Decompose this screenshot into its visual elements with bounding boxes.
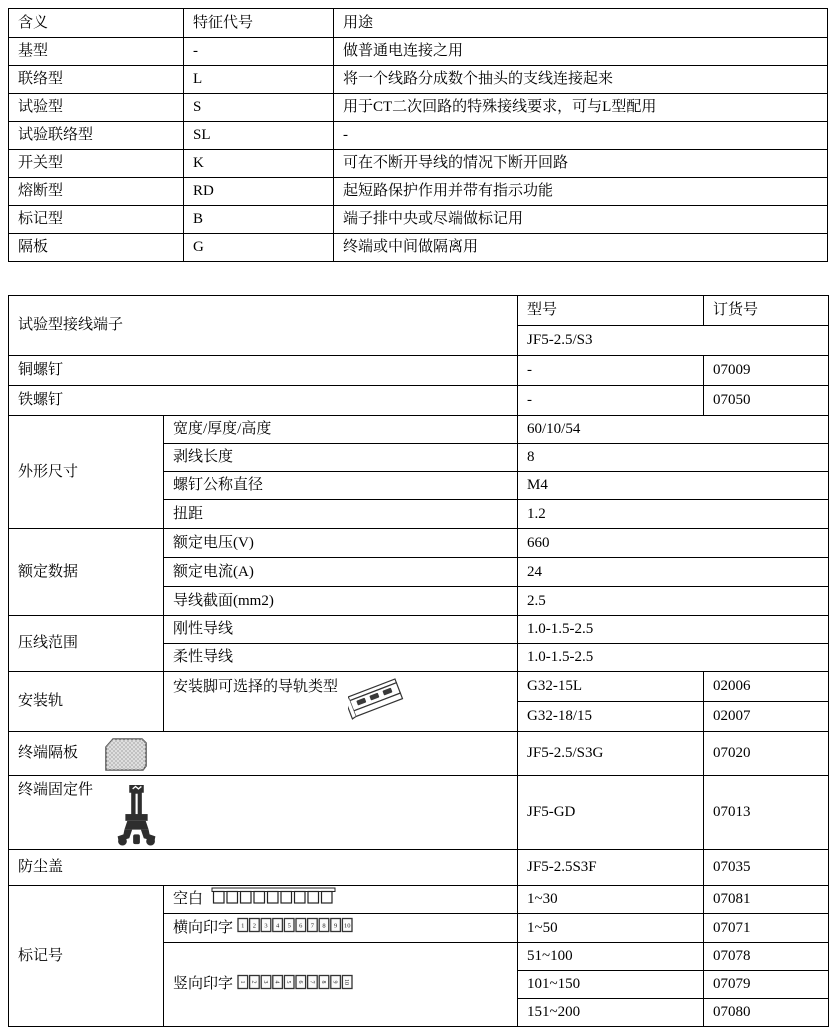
section-label-clamping-range: 压线范围 [9,616,164,672]
table-row [9,776,829,850]
table-row [9,122,828,150]
header-usage: 用途 [334,9,828,38]
value-cell: 60/10/54 [518,416,829,444]
order-cell: 07080 [704,999,829,1027]
table-row [9,850,829,886]
marker-horizontal-cell [164,914,518,943]
order-cell: 07020 [704,732,829,776]
meaning-cell: 隔板 [9,234,184,262]
partition-plate-icon [102,735,150,773]
sub-label-cell: 螺钉公称直径 [164,472,518,500]
value-cell: M4 [518,472,829,500]
model-cell: - [518,356,704,386]
strip-digit: 1 [238,980,245,983]
model-cell: 1~50 [518,914,704,943]
value-cell: 24 [518,558,829,587]
strip-digit: 10 [343,922,351,930]
order-cell: 02007 [704,702,829,732]
order-cell: 07035 [704,850,829,886]
table-row [9,886,829,914]
usage-cell: 终端或中间做隔离用 [334,234,828,262]
strip-digit: 4 [275,922,280,930]
table-row [9,178,828,206]
strip-digit: 4 [273,980,280,983]
header-model: 型号 [518,296,704,326]
code-cell: S [184,94,334,122]
sub-label-cell: 宽度/厚度/高度 [164,416,518,444]
value-cell: 1.0-1.5-2.5 [518,644,829,672]
order-cell: 02006 [704,672,829,702]
code-cell: RD [184,178,334,206]
label-cell: 防尘盖 [9,850,518,886]
strip-digit: 8 [322,922,326,930]
label-cell: 铁螺钉 [9,386,518,416]
code-cell: G [184,234,334,262]
section-label-mounting-rail: 安装轨 [9,672,164,732]
order-cell: 07050 [704,386,829,416]
meaning-cell: 联络型 [9,66,184,94]
strip-digit: 5 [287,922,291,930]
product-name-cell: 试验型接线端子 [9,296,518,356]
model-value-cell: JF5-2.5/S3 [518,326,829,356]
table-row [9,386,829,416]
table-row [9,356,829,386]
strip-digit: 9 [333,922,338,930]
marker-blank-label: 空白 [173,891,204,908]
table-row [9,38,828,66]
spec-order-table [8,295,829,1027]
rail-note-cell [164,672,518,732]
model-cell: - [518,386,704,416]
usage-cell: 用于CT二次回路的特殊接线要求，可与L型配用 [334,94,828,122]
strip-digit: 9 [331,980,338,983]
strip-digit: 3 [262,980,269,983]
usage-cell: 可在不断开导线的情况下断开回路 [334,150,828,178]
table-row [9,416,829,444]
table-row [9,66,828,94]
section-label-marker: 标记号 [9,886,164,1027]
sub-label-cell: 刚性导线 [164,616,518,644]
strip-digit: 7 [308,980,315,983]
meaning-cell: 标记型 [9,206,184,234]
table-header-row [9,296,829,326]
code-cell: SL [184,122,334,150]
strip-digit: 5 [285,980,292,983]
model-cell: JF5-2.5S3F [518,850,704,886]
strip-digit: 10 [343,978,350,985]
model-cell: 1~30 [518,886,704,914]
meaning-cell: 试验联络型 [9,122,184,150]
sub-label-cell: 剥线长度 [164,444,518,472]
strip-digit: 7 [310,922,315,930]
meaning-cell: 熔断型 [9,178,184,206]
header-meaning: 含义 [9,9,184,38]
strip-digit: 2 [252,922,257,930]
usage-cell: 起短路保护作用并带有指示功能 [334,178,828,206]
strip-digit: 1 [241,922,245,930]
order-cell: 07013 [704,776,829,850]
strip-digit: 6 [299,922,303,930]
din-rail-icon [348,676,406,728]
order-cell: 07079 [704,971,829,999]
model-cell: JF5-2.5/S3G [518,732,704,776]
order-cell: 07009 [704,356,829,386]
code-cell: - [184,38,334,66]
value-cell: 1.0-1.5-2.5 [518,616,829,644]
marker-strip-horizontal-icon [237,917,355,933]
table-row [9,672,829,702]
usage-cell: 端子排中央或尽端做标记用 [334,206,828,234]
usage-cell: 将一个线路分成数个抽头的支线连接起来 [334,66,828,94]
model-cell: 51~100 [518,943,704,971]
marker-vertical-cell [164,943,518,1027]
sub-label-cell: 导线截面(mm2) [164,587,518,616]
table-row [9,94,828,122]
label-cell [9,732,518,776]
strip-digit: 6 [296,980,303,983]
code-cell: B [184,206,334,234]
meaning-cell: 试验型 [9,94,184,122]
sub-label-cell: 额定电流(A) [164,558,518,587]
order-cell: 07071 [704,914,829,943]
marker-vertical-label: 竖向印字 [173,976,234,993]
end-clamp-icon [115,785,159,847]
table-row [9,150,828,178]
marker-blank-cell [164,886,518,914]
blank-marker-strip-icon [211,887,337,905]
usage-cell: 做普通电连接之用 [334,38,828,66]
label-cell [9,776,518,850]
sub-label-cell: 扭距 [164,500,518,529]
table-row [9,616,829,644]
order-cell: 07081 [704,886,829,914]
value-cell: 1.2 [518,500,829,529]
meaning-cell: 开关型 [9,150,184,178]
marker-horizontal-label: 横向印字 [173,919,234,936]
value-cell: 2.5 [518,587,829,616]
value-cell: 8 [518,444,829,472]
sub-label-cell: 额定电压(V) [164,529,518,558]
header-order-number: 订货号 [704,296,829,326]
rail-note-text: 安装脚可选择的导轨类型 [173,678,339,695]
model-cell: 151~200 [518,999,704,1027]
section-label-dimensions: 外形尺寸 [9,416,164,529]
order-cell: 07078 [704,943,829,971]
model-cell: JF5-GD [518,776,704,850]
code-cell: K [184,150,334,178]
usage-cell: - [334,122,828,150]
end-partition-label: 终端隔板 [18,745,79,762]
table-row [9,732,829,776]
model-cell: G32-18/15 [518,702,704,732]
sub-label-cell: 柔性导线 [164,644,518,672]
value-cell: 660 [518,529,829,558]
end-clamp-label: 终端固定件 [18,782,94,798]
model-cell: 101~150 [518,971,704,999]
strip-digit: 2 [250,980,257,983]
table-row [9,206,828,234]
strip-digit: 8 [320,980,327,983]
terminal-type-table [8,8,828,262]
table-row [9,234,828,262]
table-row [9,529,829,558]
label-cell: 铜螺钉 [9,356,518,386]
strip-digit: 3 [264,922,268,930]
section-label-rated-data: 额定数据 [9,529,164,616]
code-cell: L [184,66,334,94]
meaning-cell: 基型 [9,38,184,66]
table-header-row [9,9,828,38]
header-code: 特征代号 [184,9,334,38]
model-cell: G32-15L [518,672,704,702]
marker-strip-vertical-icon [237,974,355,990]
